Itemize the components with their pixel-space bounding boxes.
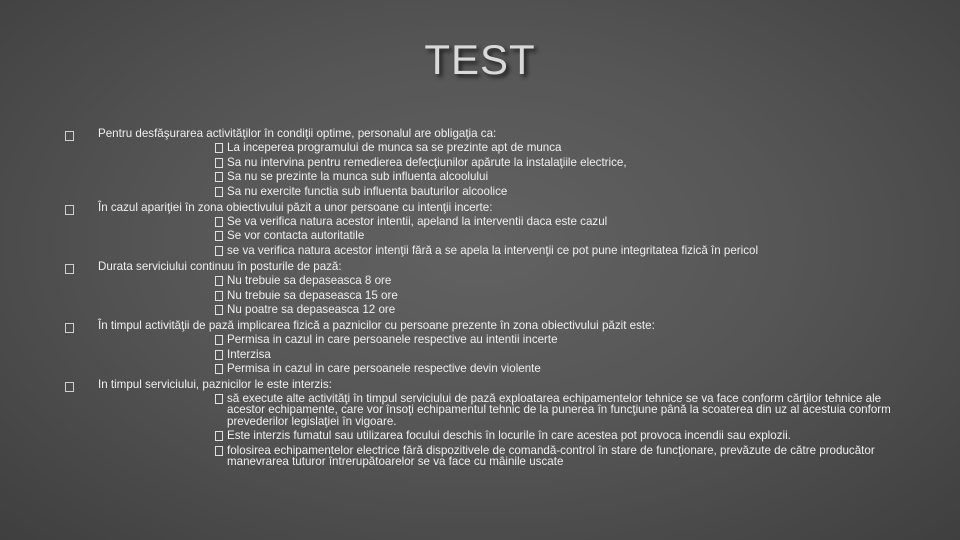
answer-option bbox=[215, 290, 915, 305]
bullet-box-icon bbox=[65, 323, 74, 333]
answer-option bbox=[215, 230, 915, 245]
checkbox-icon bbox=[215, 394, 223, 404]
checkbox-icon bbox=[215, 364, 223, 374]
answer-option bbox=[215, 157, 915, 172]
answer-option-text: La inceperea programului de munca sa se prezinte apt de munca bbox=[227, 141, 562, 154]
question-text: Pentru desfăşurarea activităţilor în condiţii optime, personalul are obligaţia ca: bbox=[98, 127, 497, 140]
checkbox-icon bbox=[215, 276, 223, 286]
answer-option bbox=[215, 363, 915, 378]
checkbox-icon bbox=[215, 335, 223, 345]
answer-option-text: Nu poatre sa depaseasca 12 ore bbox=[227, 303, 396, 317]
bullet-box-icon bbox=[65, 382, 74, 392]
question-text: În cazul apariţiei în zona obiectivului păzit a unor persoane cu intenţii incerte: bbox=[98, 200, 493, 214]
answer-option-text: folosirea echipamentelor electrice fără dispozitivele de comandă-control în stare de funcţionare, prevăzute de către producător manevrarea tuturor întrerupătoarelor se va face cu mâinile uscate bbox=[227, 443, 875, 469]
answer-option-text: Sa nu exercite functia sub influenta bauturilor alcoolice bbox=[227, 185, 508, 199]
answer-option bbox=[215, 349, 915, 364]
bullet-box-icon bbox=[65, 205, 74, 215]
bullet-box-icon bbox=[65, 264, 74, 274]
question-text: In timpul serviciului, paznicilor le este interzis: bbox=[98, 377, 332, 391]
checkbox-icon bbox=[215, 143, 223, 153]
answer-option-text: Nu trebuie sa depaseasca 8 ore bbox=[227, 273, 392, 287]
question-item bbox=[0, 260, 960, 319]
question-item bbox=[0, 378, 960, 471]
answer-option bbox=[215, 245, 915, 260]
checkbox-icon bbox=[215, 350, 223, 360]
answer-option bbox=[215, 430, 915, 445]
answer-option bbox=[215, 142, 915, 157]
answer-option bbox=[215, 304, 915, 319]
question-item bbox=[0, 319, 960, 378]
answer-option-text: Permisa in cazul in care persoanele respective au intentii incerte bbox=[227, 332, 558, 346]
checkbox-icon bbox=[215, 291, 223, 301]
answer-option-text: Nu trebuie sa depaseasca 15 ore bbox=[227, 288, 398, 302]
checkbox-icon bbox=[215, 217, 223, 227]
checkbox-icon bbox=[215, 305, 223, 315]
answer-option bbox=[215, 216, 915, 231]
answer-option-text: Permisa in cazul in care persoanele respective devin violente bbox=[227, 362, 541, 376]
answer-option bbox=[215, 445, 915, 471]
checkbox-icon bbox=[215, 246, 223, 256]
answer-option bbox=[215, 275, 915, 290]
checkbox-icon bbox=[215, 187, 223, 197]
slide-title: TEST bbox=[424, 36, 536, 83]
checkbox-icon bbox=[215, 431, 223, 441]
answer-option bbox=[215, 393, 915, 430]
answer-option-text: Sa nu intervina pentru remedierea defecţiunilor apărute la instalaţiile electrice, bbox=[227, 155, 627, 169]
checkbox-icon bbox=[215, 172, 223, 182]
answer-option-text: Se va verifica natura acestor intentii, apeland la interventii daca este cazul bbox=[227, 214, 608, 228]
answer-option-text: Este interzis fumatul sau utilizarea focului deschis în locurile în care acestea pot provoca incendii sau explozii. bbox=[227, 429, 791, 443]
question-text: În timpul activităţii de pază implicarea fizică a paznicilor cu persoane prezente în zona obiectivului păzit este: bbox=[98, 318, 655, 332]
answer-option bbox=[215, 334, 915, 349]
answer-option-text: să execute alte activităţi în timpul serviciului de pază exploatarea echipamentelor tehnice se va face conform cărţilor tehnice ale acestor echipamente, care vor însoţi echipamentul tehnic de la punerea în funcţiune până la scoaterea din uz al acestuia conform prevederilor legislaţiei în vigoare. bbox=[227, 391, 891, 428]
answer-option-text: Se vor contacta autoritatile bbox=[227, 229, 365, 243]
checkbox-icon bbox=[215, 231, 223, 241]
checkbox-icon bbox=[215, 446, 223, 456]
question-text: Durata serviciului continuu în posturile de pază: bbox=[98, 259, 342, 273]
answer-option-text: Interzisa bbox=[227, 347, 271, 361]
answer-option-text: Sa nu se prezinte la munca sub influenta alcoolului bbox=[227, 170, 489, 184]
bullet-box-icon bbox=[65, 131, 74, 141]
question-list bbox=[0, 127, 960, 471]
checkbox-icon bbox=[215, 158, 223, 168]
answer-option-text: se va verifica natura acestor intenţii fără a se apela la intervenţii ce pot pune integritatea fizică în pericol bbox=[227, 244, 759, 258]
answer-option bbox=[215, 171, 915, 186]
question-item bbox=[0, 201, 960, 260]
question-item bbox=[0, 127, 960, 201]
answer-option bbox=[215, 186, 915, 201]
